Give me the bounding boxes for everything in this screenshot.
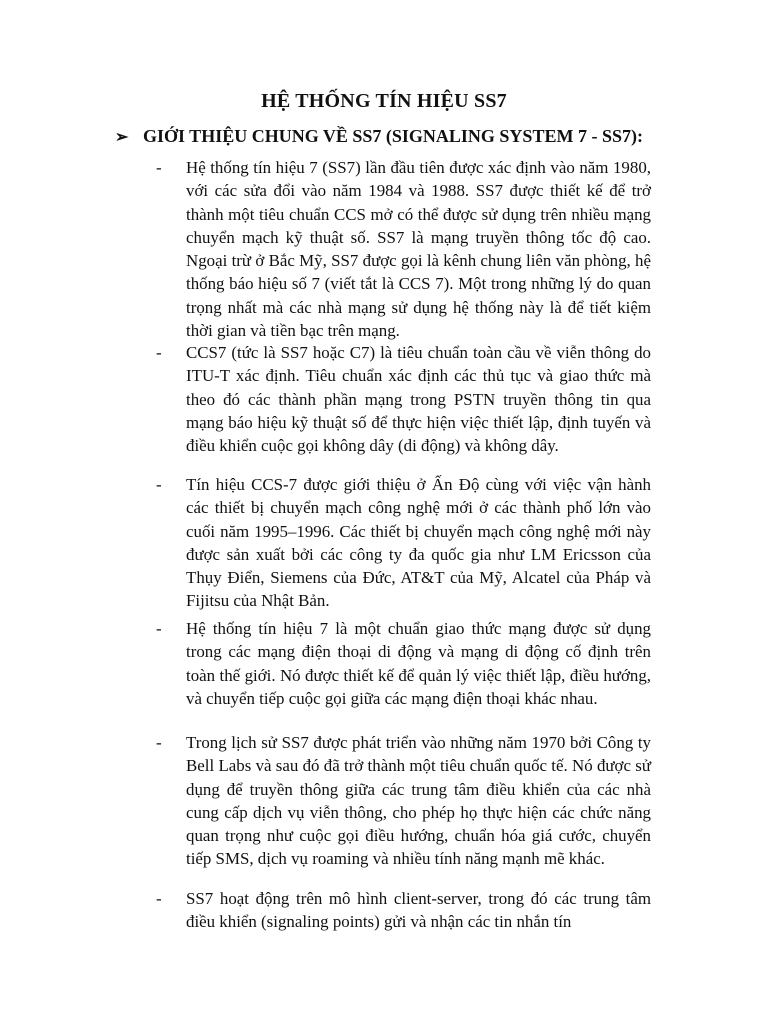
section-heading [115,123,735,151]
dash-bullet: - [156,733,162,752]
dash-bullet: - [156,158,162,177]
list-item-text: Trong lịch sử SS7 được phát triển vào những năm 1970 bởi Công ty Bell Labs và sau đó đã trở thành một tiêu chuẩn quốc tế. Nó được sử dụng để truyền thông giữa các trung tâm điều khiển của các nhà cung cấp dịch vụ viễn thông, cho phép họ thực hiện các chức năng quan trọng như cuộc gọi điều hướng, chuẩn hóa giá cước, chuyển tiếp SMS, dịch vụ roaming và nhiều tính năng mạnh mẽ khác. [186,733,651,869]
list-item [156,156,656,342]
list-item-text: CCS7 (tức là SS7 hoặc C7) là tiêu chuẩn toàn cầu về viễn thông do ITU-T xác định. Tiêu chuẩn xác định các thủ tục và giao thức mà theo đó các thành phần mạng trong PSTN truyền thông tin qua mạng báo hiệu kỹ thuật số để thực hiện việc thiết lập, định tuyến và điều khiển cuộc gọi không dây (di động) và không dây. [186,343,651,456]
list-item [156,731,656,871]
list-item [156,341,656,457]
dash-bullet: - [156,343,162,362]
document-title: HỆ THỐNG TÍN HIỆU SS7 [261,90,507,112]
list-item [156,473,656,613]
list-item [156,887,656,1024]
list-item-text: SS7 hoạt động trên mô hình client-server, trong đó các trung tâm điều khiển (signaling points) gửi và nhận các tin nhắn tín [186,889,651,932]
dash-bullet: - [156,475,162,494]
list-item-text: Hệ thống tín hiệu 7 là một chuẩn giao thức mạng được sử dụng trong các mạng điện thoại di động và mạng di động cố định trên toàn thế giới. Nó được thiết kế để quản lý việc thiết lập, điều hướng, và chuyển tiếp cuộc gọi giữa các mạng điện thoại khác nhau. [186,619,651,708]
arrow-bullet-icon: ➢ [115,129,129,146]
dash-bullet: - [156,619,162,638]
dash-bullet: - [156,889,162,908]
list-item-text: Hệ thống tín hiệu 7 (SS7) lần đầu tiên được xác định vào năm 1980, với các sửa đổi vào năm 1984 và 1988. SS7 được thiết kế để trở thành một tiêu chuẩn CCS mở có thể được sử dụng trên nhiều mạng chuyển mạch kỹ thuật số. SS7 là mạng truyền thông tốc độ cao. Ngoại trừ ở Bắc Mỹ, SS7 được gọi là kênh chung liên văn phòng, hệ thống báo hiệu số 7 (viết tắt là CCS 7). Một trong những lý do quan trọng nhất mà các nhà mạng sử dụng hệ thống này là để tiết kiệm thời gian và tiền bạc trên mạng. [186,158,651,341]
list-item-text: Tín hiệu CCS-7 được giới thiệu ở Ấn Độ cùng với việc vận hành các thiết bị chuyển mạch công nghệ mới ở các thành phố lớn vào cuối năm 1995–1996. Các thiết bị chuyển mạch công nghệ mới này được sản xuất bởi các công ty đa quốc gia như LM Ericsson của Thụy Điển, Siemens của Đức, AT&T của Mỹ, Alcatel của Pháp và Fijitsu của Nhật Bản. [186,475,651,611]
section-heading-text: GIỚI THIỆU CHUNG VỀ SS7 (SIGNALING SYSTEM 7 - SS7): [143,126,643,146]
list-item [156,617,656,710]
